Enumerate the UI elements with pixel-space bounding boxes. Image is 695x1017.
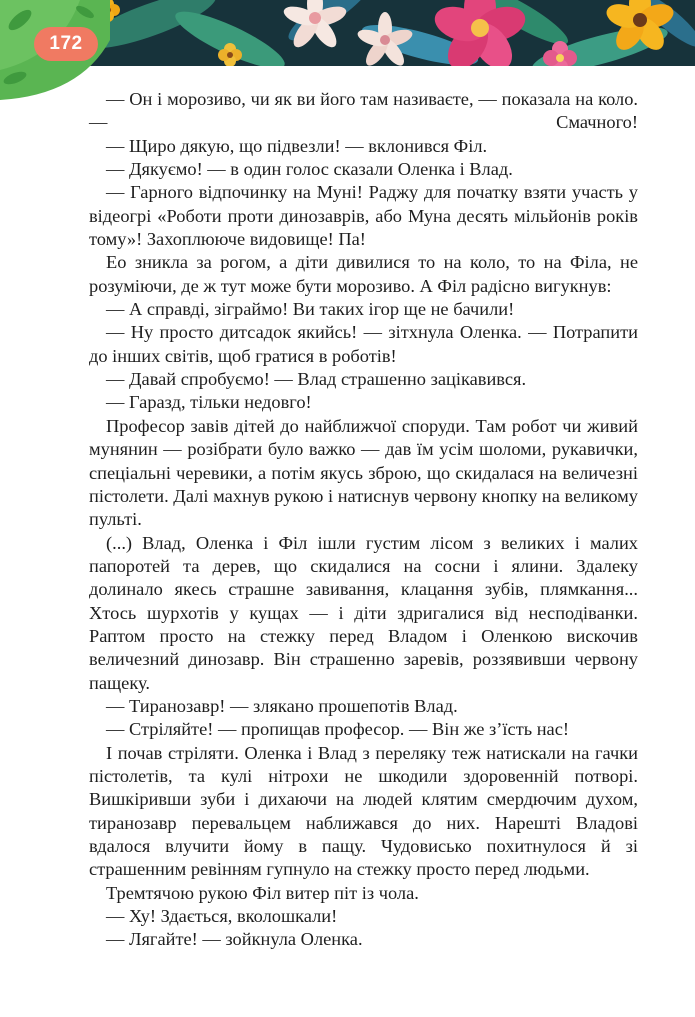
paragraph: — Гарного відпочинку на Муні! Раджу для початку взяти участь у відеогрі «Роботи проти динозаврів, або Муна десять мільйонів років тому»! Захоплююче видовище! Па!: [89, 182, 638, 250]
paragraph: — А справді, зіграймо! Ви таких ігор ще не бачили!: [106, 299, 515, 320]
paragraph: — Ху! Здається, вколошкали!: [106, 906, 338, 927]
paragraph: (...) Влад, Оленка і Філ ішли густим лісом з великих і малих папоротей та дерев, що скидалися на сосни і ялини. Здалеку долинало якесь страшне завивання, клацання зубів, плямкання... Хтось шурхотів у кущах — і діти здригалися від несподіванки. Раптом просто на стежку перед Владом і Оленкою вискочив величезний динозавр. Він страшенно заревів, роззявивши червону пащеку.: [89, 532, 638, 693]
paragraph: Професор завів дітей до найближчої споруди. Там робот чи живий мунянин — розібрати було важко — дав їм усім шоломи, рукавички, спеціальні черевики, а потім якусь зброю, що скидалася на величезні пістолети. Далі махнув рукою і натиснув червону кнопку на великому пульті.: [89, 415, 638, 530]
paragraph: Тремтячою рукою Філ витер піт із чола.: [106, 882, 419, 903]
paragraph: — Тиранозавр! — злякано прошепотів Влад.: [106, 695, 458, 716]
paragraph: — Стріляйте! — пропищав професор. — Він же з’їсть нас!: [106, 719, 570, 740]
paragraph: Ео зникла за рогом, а діти дивилися то на коло, то на Філа, не розуміючи, де ж тут може бути морозиво. А Філ радісно вигукнув:: [89, 252, 638, 296]
paragraph: — Щиро дякую, що підвезли! — вклонився Філ.: [106, 135, 488, 156]
paragraph: — Он і морозиво, чи як ви його там називаєте, — показала на коло. — Смачного!: [89, 89, 638, 133]
paragraph: — Дякуємо! — в один голос сказали Оленка і Влад.: [106, 159, 513, 180]
paragraph: — Давай спробуємо! — Влад страшенно зацікавився.: [106, 369, 527, 390]
paragraph: — Ну просто дитсадок якийсь! — зітхнула Оленка. — Потрапити до інших світів, щоб гратися в роботів!: [89, 322, 638, 366]
page-number-badge: 172: [34, 27, 98, 61]
paragraph: — Лягайте! — зойкнула Оленка.: [106, 929, 363, 950]
paragraph: — Гаразд, тільки недовго!: [106, 392, 312, 413]
paragraph: І почав стріляти. Оленка і Влад з переляку теж натискали на гачки пістолетів, та кулі нітрохи не шкодили здоровенній потворі. Вишкіривши зуби і дихаючи на людей клятим смердючим духом, тиранозавр перевальцем наближався до них. Нарешті Владові вдалося влучити йому в пащу. Чудовисько похитнулося й зі страшенним ревінням гупнуло на стежку просто перед людьми.: [89, 742, 638, 880]
story-text: [89, 88, 638, 952]
